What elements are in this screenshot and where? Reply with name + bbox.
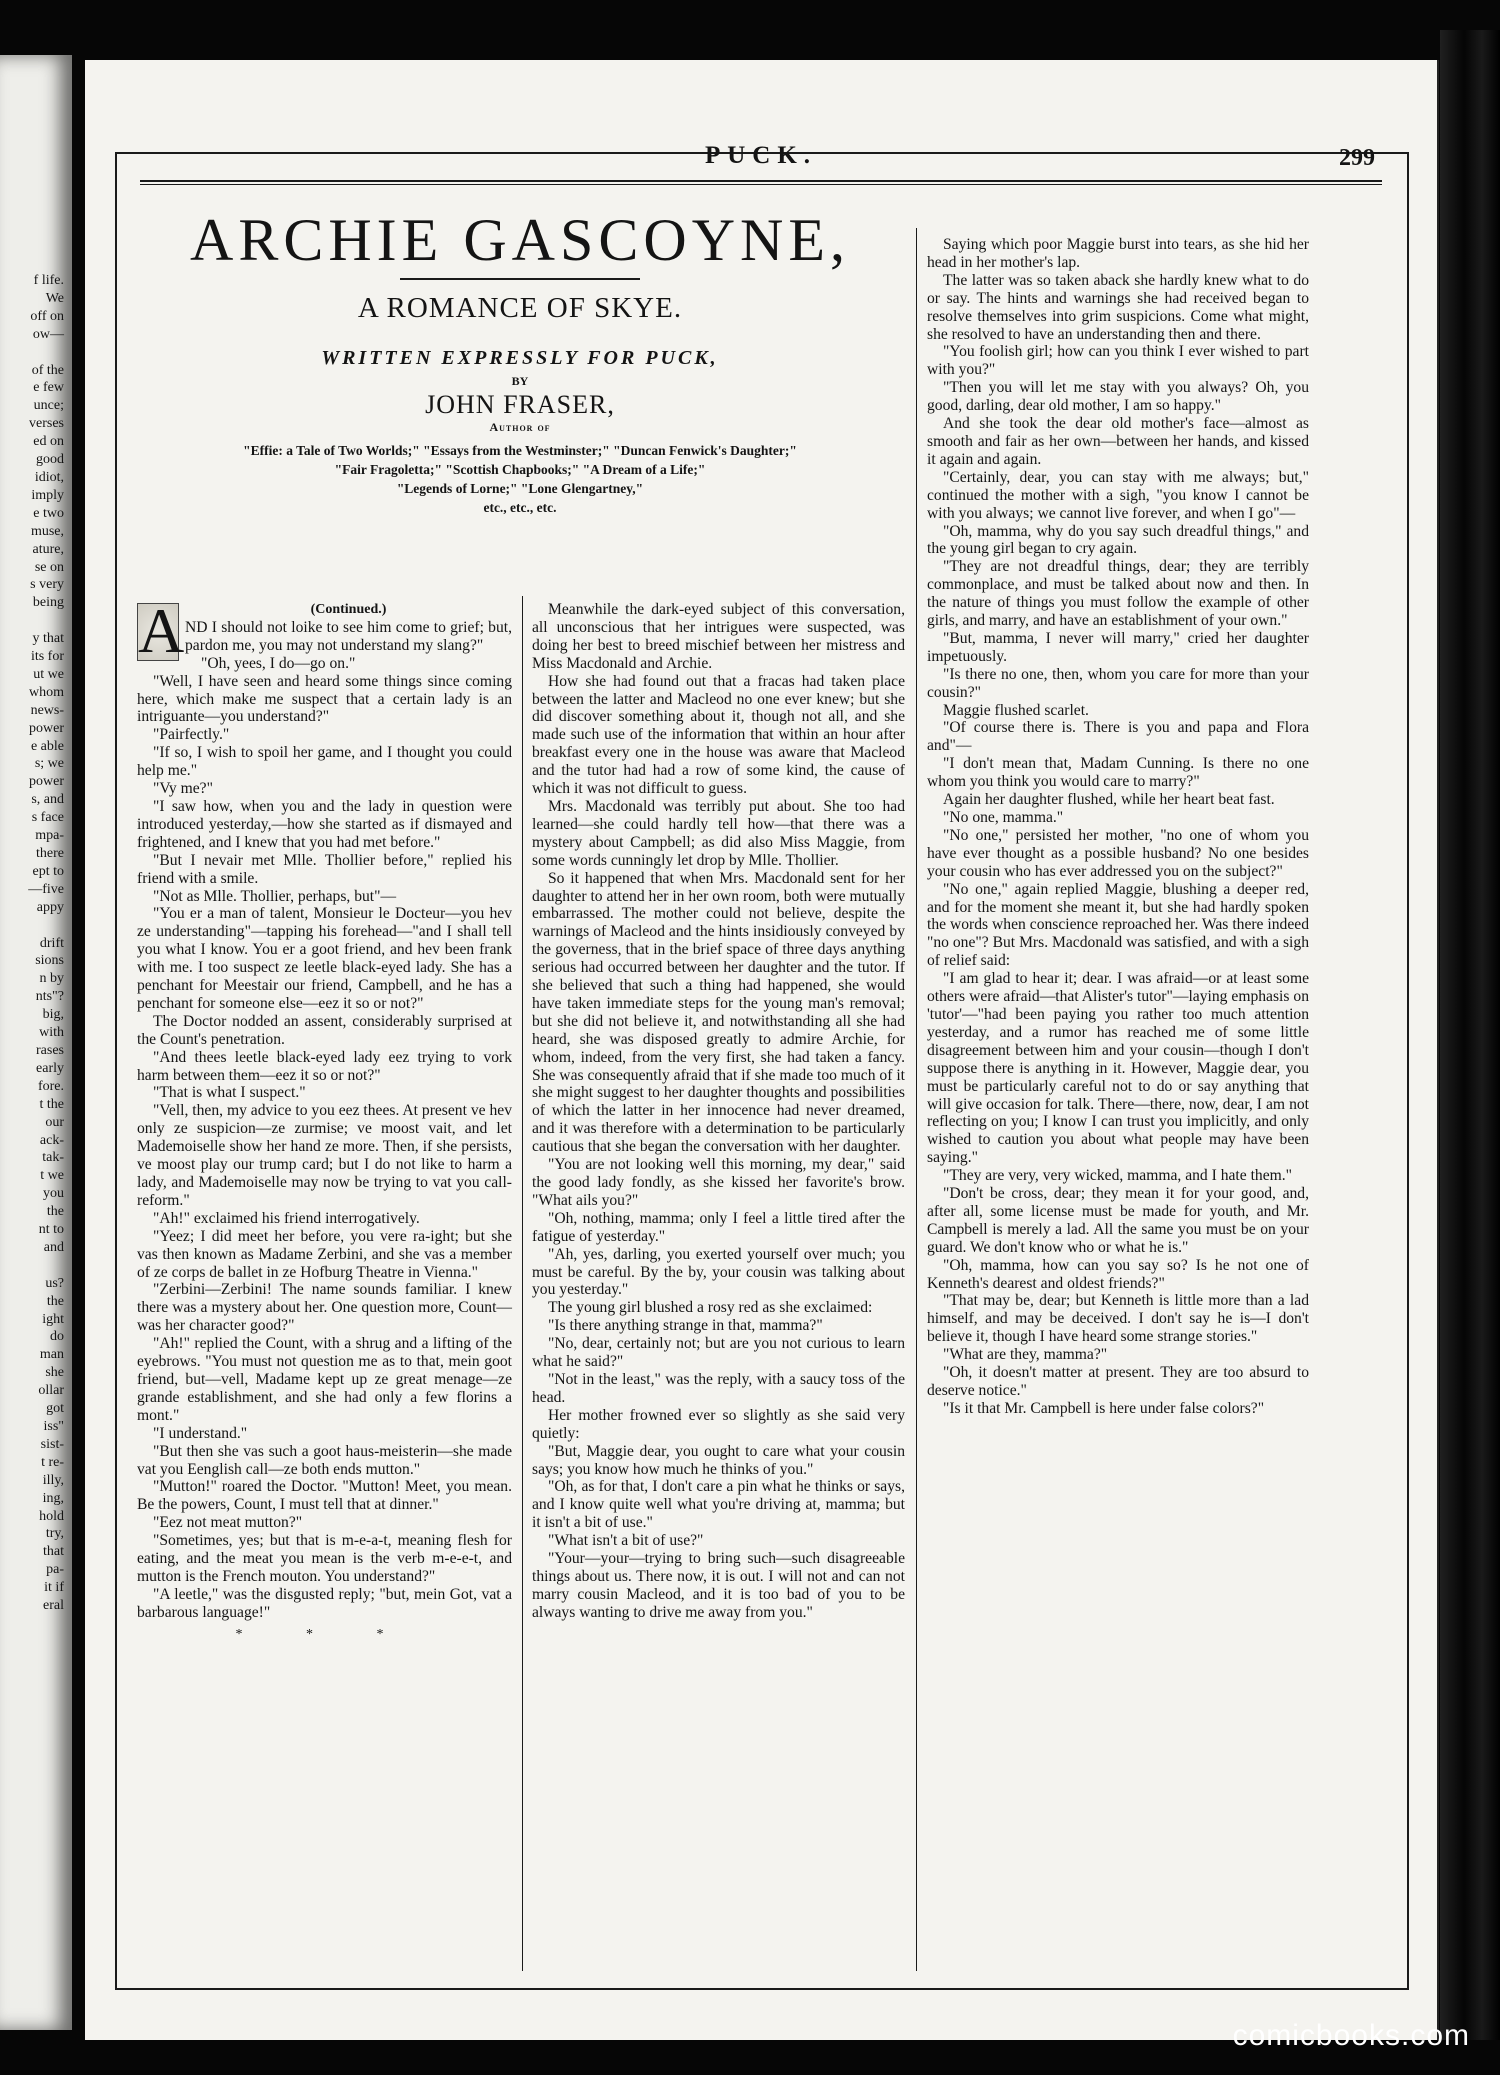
left-page-line: of the bbox=[31, 362, 64, 378]
author-of-label: Author of bbox=[489, 420, 551, 434]
left-page-line: hold bbox=[39, 1508, 64, 1524]
paragraph: Saying which poor Maggie burst into tears, as she hid her head in her mother's lap. bbox=[927, 236, 1309, 271]
paragraph: "Pairfectly." bbox=[153, 726, 230, 744]
left-page-line: illy, bbox=[42, 1472, 64, 1488]
left-page-edge bbox=[0, 55, 72, 2030]
left-page-line: do bbox=[50, 1329, 64, 1345]
left-page-line: drift bbox=[39, 935, 64, 951]
paragraph: "That may be, dear; but Kenneth is little more than a lad himself, and may be deceived. I don't say he is—I don't believe it, though I have heard some strange stories." bbox=[927, 1292, 1309, 1346]
left-page-line: muse, bbox=[30, 523, 64, 539]
page-number: 299 bbox=[1339, 145, 1375, 171]
left-page-line: being bbox=[32, 595, 64, 611]
left-page-line: man bbox=[39, 1347, 64, 1363]
left-page-line: eral bbox=[43, 1598, 64, 1614]
left-page-line: you bbox=[43, 1186, 64, 1202]
drop-cap: A bbox=[138, 595, 185, 666]
left-page-line: ollar bbox=[38, 1383, 64, 1399]
left-page-line: t we bbox=[40, 1168, 64, 1184]
left-page-line: whom bbox=[29, 684, 64, 700]
left-page-line: appy bbox=[36, 899, 64, 915]
paragraph: "Oh, as for that, I don't care a pin what he thinks or says, and I know quite well what you're driving at, mamma; but it isn't a bit of use." bbox=[532, 1478, 905, 1532]
left-page-line: fore. bbox=[37, 1078, 64, 1094]
paragraph: "Oh, nothing, mamma; only I feel a little tired after the fatigue of yesterday." bbox=[532, 1209, 905, 1245]
paragraph: "No one," persisted her mother, "no one of whom you have ever thought as a possible husband? No one besides your cousin who has ever addressed you on the subject?" bbox=[927, 826, 1309, 880]
paragraph: "Your—your—trying to bring such—such disagreeable things about us. There now, it is out. I will not and can not marry cousin Macleod, and it is too bad of you to be always wanting to drive me away from you." bbox=[532, 1550, 905, 1621]
by-line: BY bbox=[511, 374, 529, 388]
left-page-line: its for bbox=[30, 649, 64, 665]
paragraph: "Certainly, dear, you can stay with me always; but," continued the mother with a sigh, "you know I cannot be with you always; we cannot live forever, and when I go"— bbox=[927, 468, 1309, 522]
paragraph: "I saw how, when you and the lady in question were introduced yesterday,—how she started as if dismayed and frightened, and I knew that you had met before." bbox=[137, 797, 512, 851]
left-page-line: ed on bbox=[33, 434, 64, 450]
column-2-body bbox=[532, 601, 905, 1622]
paragraph: "But, mamma, I never will marry," cried her daughter impetuously. bbox=[927, 629, 1309, 665]
author-works-list bbox=[135, 441, 905, 517]
paragraph: "Oh, it doesn't matter at present. They are too absurd to deserve notice." bbox=[927, 1364, 1309, 1399]
paragraph: "Oh, mamma, how can you say so? Is he not one of Kenneth's dearest and oldest friends?" bbox=[927, 1256, 1309, 1292]
left-page-line: s very bbox=[30, 577, 64, 593]
paragraph: "No, dear, certainly not; but are you not curious to learn what he said?" bbox=[532, 1335, 905, 1371]
left-page-line: it if bbox=[44, 1580, 64, 1596]
paragraph: "I don't mean that, Madam Cunning. Is there no one whom you think you would care to marry?" bbox=[927, 755, 1309, 791]
left-page-line: rases bbox=[36, 1042, 64, 1058]
left-page-line: our bbox=[45, 1114, 64, 1130]
left-page-line: ack- bbox=[39, 1132, 64, 1148]
left-page-line: ight bbox=[42, 1311, 64, 1327]
left-page-line: e two bbox=[33, 505, 64, 521]
paragraph: "Vy me?" bbox=[153, 780, 213, 798]
left-page-text bbox=[0, 55, 72, 1615]
paragraph: The latter was so taken aback she hardly knew what to do or say. The hints and warnings she had received began to resolve themselves into grim suspicions. Come what might, she resolved to have an understanding then and there. bbox=[927, 271, 1309, 343]
story-subtitle: A ROMANCE OF SKYE. bbox=[357, 292, 683, 324]
left-page-line: sions bbox=[35, 953, 64, 969]
left-page-line: she bbox=[45, 1365, 64, 1381]
left-page-line: that bbox=[43, 1544, 64, 1560]
left-page-line: t re- bbox=[41, 1454, 64, 1470]
section-break-stars: * * * bbox=[235, 1626, 414, 1642]
left-page-line: e able bbox=[30, 738, 64, 754]
column-divider-2 bbox=[916, 228, 917, 1971]
paragraph: "Mutton!" roared the Doctor. "Mutton! Meet, you mean. Be the powers, Count, I must tell that at dinner." bbox=[137, 1478, 512, 1514]
left-page-line: big, bbox=[42, 1007, 64, 1023]
title-rule bbox=[400, 278, 640, 280]
left-page-line: f life. bbox=[33, 273, 64, 288]
paragraph: "Zerbini—Zerbini! The name sounds familiar. I knew there was a mystery about her. One question more, Count—was her character good?" bbox=[137, 1281, 512, 1335]
left-page-line: ept to bbox=[32, 863, 64, 879]
left-page-line: —five bbox=[28, 881, 64, 897]
works-line: "Legends of Lorne;" "Lone Glengartney," bbox=[396, 481, 644, 496]
paragraph: "But then she vas such a goot haus-meisterin—she made vat you Eenglish call—ze both ends mutton." bbox=[137, 1442, 512, 1478]
left-page-line: us? bbox=[45, 1275, 64, 1291]
left-page-line: nt to bbox=[38, 1222, 64, 1238]
paragraph: "But I nevair met Mlle. Thollier before," replied his friend with a smile. bbox=[137, 851, 512, 887]
left-page-line: y that bbox=[32, 631, 64, 647]
paragraph: Her mother frowned ever so slightly as she said very quietly: bbox=[532, 1406, 905, 1442]
left-page-line: news- bbox=[30, 702, 64, 718]
story-heading bbox=[135, 208, 905, 517]
column-3-body bbox=[927, 236, 1309, 1418]
watermark: comicbooks.com bbox=[1232, 2019, 1470, 2052]
left-page-line: tak- bbox=[42, 1150, 64, 1166]
left-page-line: ut we bbox=[33, 666, 64, 682]
masthead-title: PUCK. bbox=[704, 142, 818, 169]
left-page-line: s face bbox=[31, 810, 64, 826]
left-page-line: se on bbox=[34, 559, 64, 575]
paragraph: "Well, I have seen and heard some things since coming here, which make me suspect that a certain lady is an intriguante—you understand?" bbox=[137, 672, 512, 726]
left-page-line bbox=[0, 917, 72, 935]
paragraph: Again her daughter flushed, while her heart beat fast. bbox=[943, 791, 1275, 809]
left-page-line: nts"? bbox=[35, 989, 64, 1005]
left-page-line bbox=[0, 344, 72, 362]
paragraph: "Is there anything strange in that, mamma?" bbox=[548, 1317, 823, 1335]
left-page-line: off on bbox=[30, 308, 64, 324]
paragraph: "No one, mamma." bbox=[943, 809, 1064, 826]
text-column-3 bbox=[927, 236, 1309, 1418]
left-page-line: and bbox=[43, 1239, 64, 1255]
column-1-body bbox=[137, 619, 512, 1622]
paragraph: "They are very, very wicked, mamma, and I hate them." bbox=[943, 1167, 1293, 1185]
text-column-2 bbox=[532, 601, 905, 1622]
paragraph: "Sometimes, yes; but that is m-e-a-t, meaning flesh for eating, and the meat you mean is the verb m-e-e-t, and mutton is the French mouton. You understand?" bbox=[137, 1532, 512, 1585]
paragraph: "But, Maggie dear, you ought to care what your cousin says; you know how much he thinks of you." bbox=[532, 1442, 905, 1478]
left-page-line: e few bbox=[33, 380, 64, 396]
paragraph: The young girl blushed a rosy red as she exclaimed: bbox=[548, 1299, 873, 1317]
paragraph: "Ah!" replied the Count, with a shrug and a lifting of the eyebrows. "You must not question me as to that, mein goot friend, but—vell, Madame kept up ze great menage—ze grande establishment, and she had only a few florins a mont." bbox=[137, 1335, 512, 1424]
left-page-line bbox=[0, 612, 72, 630]
paragraph: "What isn't a bit of use?" bbox=[548, 1532, 704, 1550]
paragraph: "Don't be cross, dear; they mean it for your good, and, after all, some license must be made for youth, and Mr. Campbell is merely a lad. All the same you must be on your guard. We don't know who or what he is." bbox=[927, 1185, 1309, 1256]
paragraph: "If so, I wish to spoil her game, and I thought you could help me." bbox=[137, 744, 512, 780]
column-divider-1 bbox=[522, 596, 523, 1971]
paragraph: "Eez not meat mutton?" bbox=[153, 1514, 303, 1532]
left-page-line: there bbox=[36, 846, 64, 861]
paragraph: And she took the dear old mother's face—almost as smooth and fair as her own—between her hands, and kissed it again and again. bbox=[927, 415, 1309, 468]
header-rule-thin bbox=[140, 184, 1382, 185]
paragraph: Mrs. Macdonald was terribly put about. She too had learned—she could hardly tell how—that there was a mystery about Campbell; as did also Miss Maggie, from some words cunningly let drop by Mlle. Thollier. bbox=[532, 797, 905, 869]
paragraph: "Is there no one, then, whom you care for more than your cousin?" bbox=[927, 665, 1309, 701]
paragraph: "And thees leetle black-eyed lady eez trying to vork harm between them—eez it so or not?" bbox=[137, 1048, 512, 1084]
paragraph: "Then you will let me stay with you always? Oh, you good, darling, dear old mother, I am so happy." bbox=[927, 379, 1309, 415]
left-page-line: sist- bbox=[40, 1436, 64, 1452]
paragraph: "That is what I suspect." bbox=[153, 1084, 306, 1102]
text-column-1 bbox=[137, 595, 512, 1644]
paragraph: "Vell, then, my advice to you eez thees. At present ve hev only ze suspicion—ze zurmise; ve moost vait, and let Mademoiselle show her hand ze more. Then, if she persists, ve moost play our trump card; but I do not like to harm a lady, and Mademoiselle may now be trying to vat you call-reform." bbox=[137, 1102, 512, 1209]
left-page-line: try, bbox=[45, 1526, 64, 1542]
left-page-line: idiot, bbox=[34, 469, 64, 485]
paragraph: Maggie flushed scarlet. bbox=[943, 701, 1089, 719]
left-page-line: n by bbox=[39, 971, 64, 987]
paragraph: So it happened that when Mrs. Macdonald sent for her daughter to attend her in her own room, both were mutually embarrassed. The mother could not believe, despite the warnings of Macleod and the hints insidiously conveyed by the governess, that in the brief space of three days anything serious had occurred between her daughter and the tutor. If she believed that such a thing had happened, she would have taken immediate steps for the young man's removal; but she did not believe it, and notwithstanding all she had heard, she was disposed greatly to admire Archie, for whom, indeed, from the very first, she had taken a fancy. She was consequently afraid that if she made too much of it she might suggest to her daughter thoughts and possibilities of which the latter in her innocence had never dreamed, and it was therefore with a determination to be particularly cautious that she began the conversation with her daughter. bbox=[532, 869, 905, 1156]
paragraph: "Not as Mlle. Thollier, perhaps, but"— bbox=[153, 887, 397, 905]
magazine-page bbox=[85, 60, 1437, 2040]
works-line: "Effie: a Tale of Two Worlds;" "Essays from the Westminster;" "Duncan Fenwick's Daughter;" bbox=[243, 443, 797, 458]
left-page-line: s, and bbox=[31, 792, 64, 808]
works-line: etc., etc., etc. bbox=[483, 500, 557, 515]
left-page-line: the bbox=[46, 1293, 64, 1309]
left-page-line: got bbox=[46, 1401, 64, 1417]
left-page-line: early bbox=[36, 1060, 64, 1076]
paragraph: "Oh, mamma, why do you say such dreadful things," and the young girl began to cry again. bbox=[927, 522, 1309, 558]
paragraph: "They are not dreadful things, dear; they are terribly commonplace, and must be talked about now and then. In the nature of things you must follow the example of other girls, and marry, and have an establishment of your own." bbox=[927, 558, 1309, 630]
paragraph: "Not in the least," was the reply, with a saucy toss of the head. bbox=[532, 1370, 905, 1406]
paragraph: "You er a man of talent, Monsieur le Docteur—you hev ze understanding"—tapping his forehead—"and I shall tell you what I know. You er a goot friend, and hev been frank with me. I too suspect ze leetle black-eyed lady. She has a penchant for Meestair our friend, Campbell, and he has a penchant for someone else—eez it so or not?" bbox=[137, 905, 512, 1012]
paragraph: "Ah!" exclaimed his friend interrogatively. bbox=[153, 1209, 420, 1227]
paragraph: "You foolish girl; how can you think I ever wished to part with you?" bbox=[927, 343, 1309, 379]
paragraph: "Yeez; I did meet her before, you vere ra-ight; but she vas then known as Madame Zerbini, and she vas a member of ze corps de ballet in ze Hofburg Theatre in Vienna." bbox=[137, 1227, 512, 1281]
paragraph: "I understand." bbox=[153, 1424, 248, 1442]
left-page-line: mpa- bbox=[35, 828, 64, 844]
left-page-line: imply bbox=[31, 487, 64, 503]
left-page-line: pa- bbox=[46, 1562, 64, 1578]
left-page-line: good bbox=[36, 452, 64, 468]
left-page-line: ing, bbox=[42, 1490, 64, 1506]
left-page-line bbox=[0, 1257, 72, 1275]
paragraph: "Of course there is. There is you and papa and Flora and"— bbox=[927, 719, 1309, 755]
left-page-line: t the bbox=[39, 1096, 64, 1112]
author-name: JOHN FRASER, bbox=[425, 390, 615, 419]
story-title: ARCHIE GASCOYNE, bbox=[189, 207, 851, 273]
paragraph: How she had found out that a fracas had taken place between the latter and Macleod no one ever knew; but she did discover something about it, though not all, and she made such use of the information that within an hour after breakfast every one in the house was aware that Macleod and the tutor had had a row of some kind, the cause of which it was not difficult to guess. bbox=[532, 672, 905, 798]
left-page-line: ow— bbox=[32, 326, 64, 342]
left-page-line: verses bbox=[29, 416, 64, 432]
left-page-line: iss" bbox=[43, 1419, 64, 1434]
paragraph: "Is it that Mr. Campbell is here under false colors?" bbox=[943, 1399, 1265, 1417]
paragraph: "Ah, yes, darling, you exerted yourself over much; you must be careful. By the by, your cousin was talking about you yesterday." bbox=[532, 1245, 905, 1299]
paragraph: "You are not looking well this morning, my dear," said the good lady fondly, as she kissed her favorite's brow. "What ails you?" bbox=[532, 1156, 905, 1209]
left-page-line: ature, bbox=[32, 541, 64, 557]
paragraph: Meanwhile the dark-eyed subject of this conversation, all unconscious that her intrigues were suspected, was doing her best to breed mischief between her mistress and Miss Macdonald and Archie. bbox=[532, 601, 905, 672]
works-line: "Fair Fragoletta;" "Scottish Chapbooks;" "A Dream of a Life;" bbox=[334, 462, 706, 477]
left-page-line: unce; bbox=[33, 398, 64, 414]
paragraph: "Oh, yees, I do—go on." bbox=[201, 654, 356, 672]
left-page-line: power bbox=[29, 720, 64, 736]
paragraph: "What are they, mamma?" bbox=[943, 1346, 1108, 1364]
paragraph: "I am glad to hear it; dear. I was afraid—or at least some others were afraid—that Alister's tutor"—laying emphasis on 'tutor'—"had been paying you rather too much attention yesterday, and a rumor has reached me of some little disagreement between him and your cousin—though I don't suppose there is anything in it. However, Maggie dear, you must be particularly careful not to do or say anything that will give occasion for talk. There—there, now, dear, I am not reflecting on you; I know I can trust you implicitly, and only wished to caution you about what people may have been saying." bbox=[927, 970, 1309, 1167]
written-for-line: WRITTEN EXPRESSLY FOR PUCK, bbox=[321, 347, 719, 369]
left-page-line: s; we bbox=[34, 756, 64, 772]
book-spine bbox=[1440, 30, 1500, 2040]
left-page-line: power bbox=[29, 774, 64, 790]
paragraph: "No one," again replied Maggie, blushing a deeper red, and for the moment she meant it, but she had hardly spoken the words when conscience reproached her. Was there indeed "no one"? But Mrs. Macdonald was satisfied, and with a sigh of relief said: bbox=[927, 880, 1309, 970]
paragraph: The Doctor nodded an assent, considerably surprised at the Count's penetration. bbox=[137, 1012, 512, 1048]
header-rule bbox=[140, 180, 1382, 182]
left-page-line: with bbox=[39, 1025, 64, 1041]
paragraph: "A leetle," was the disgusted reply; "but, mein Got, vat a barbarous language!" bbox=[137, 1585, 512, 1621]
paragraph: ND I should not loike to see him come to grief; but, pardon me, you may not understand my slang?" bbox=[185, 618, 512, 654]
left-page-line: We bbox=[45, 290, 64, 306]
left-page-line: the bbox=[46, 1204, 64, 1220]
continued-label: (Continued.) bbox=[310, 602, 387, 617]
